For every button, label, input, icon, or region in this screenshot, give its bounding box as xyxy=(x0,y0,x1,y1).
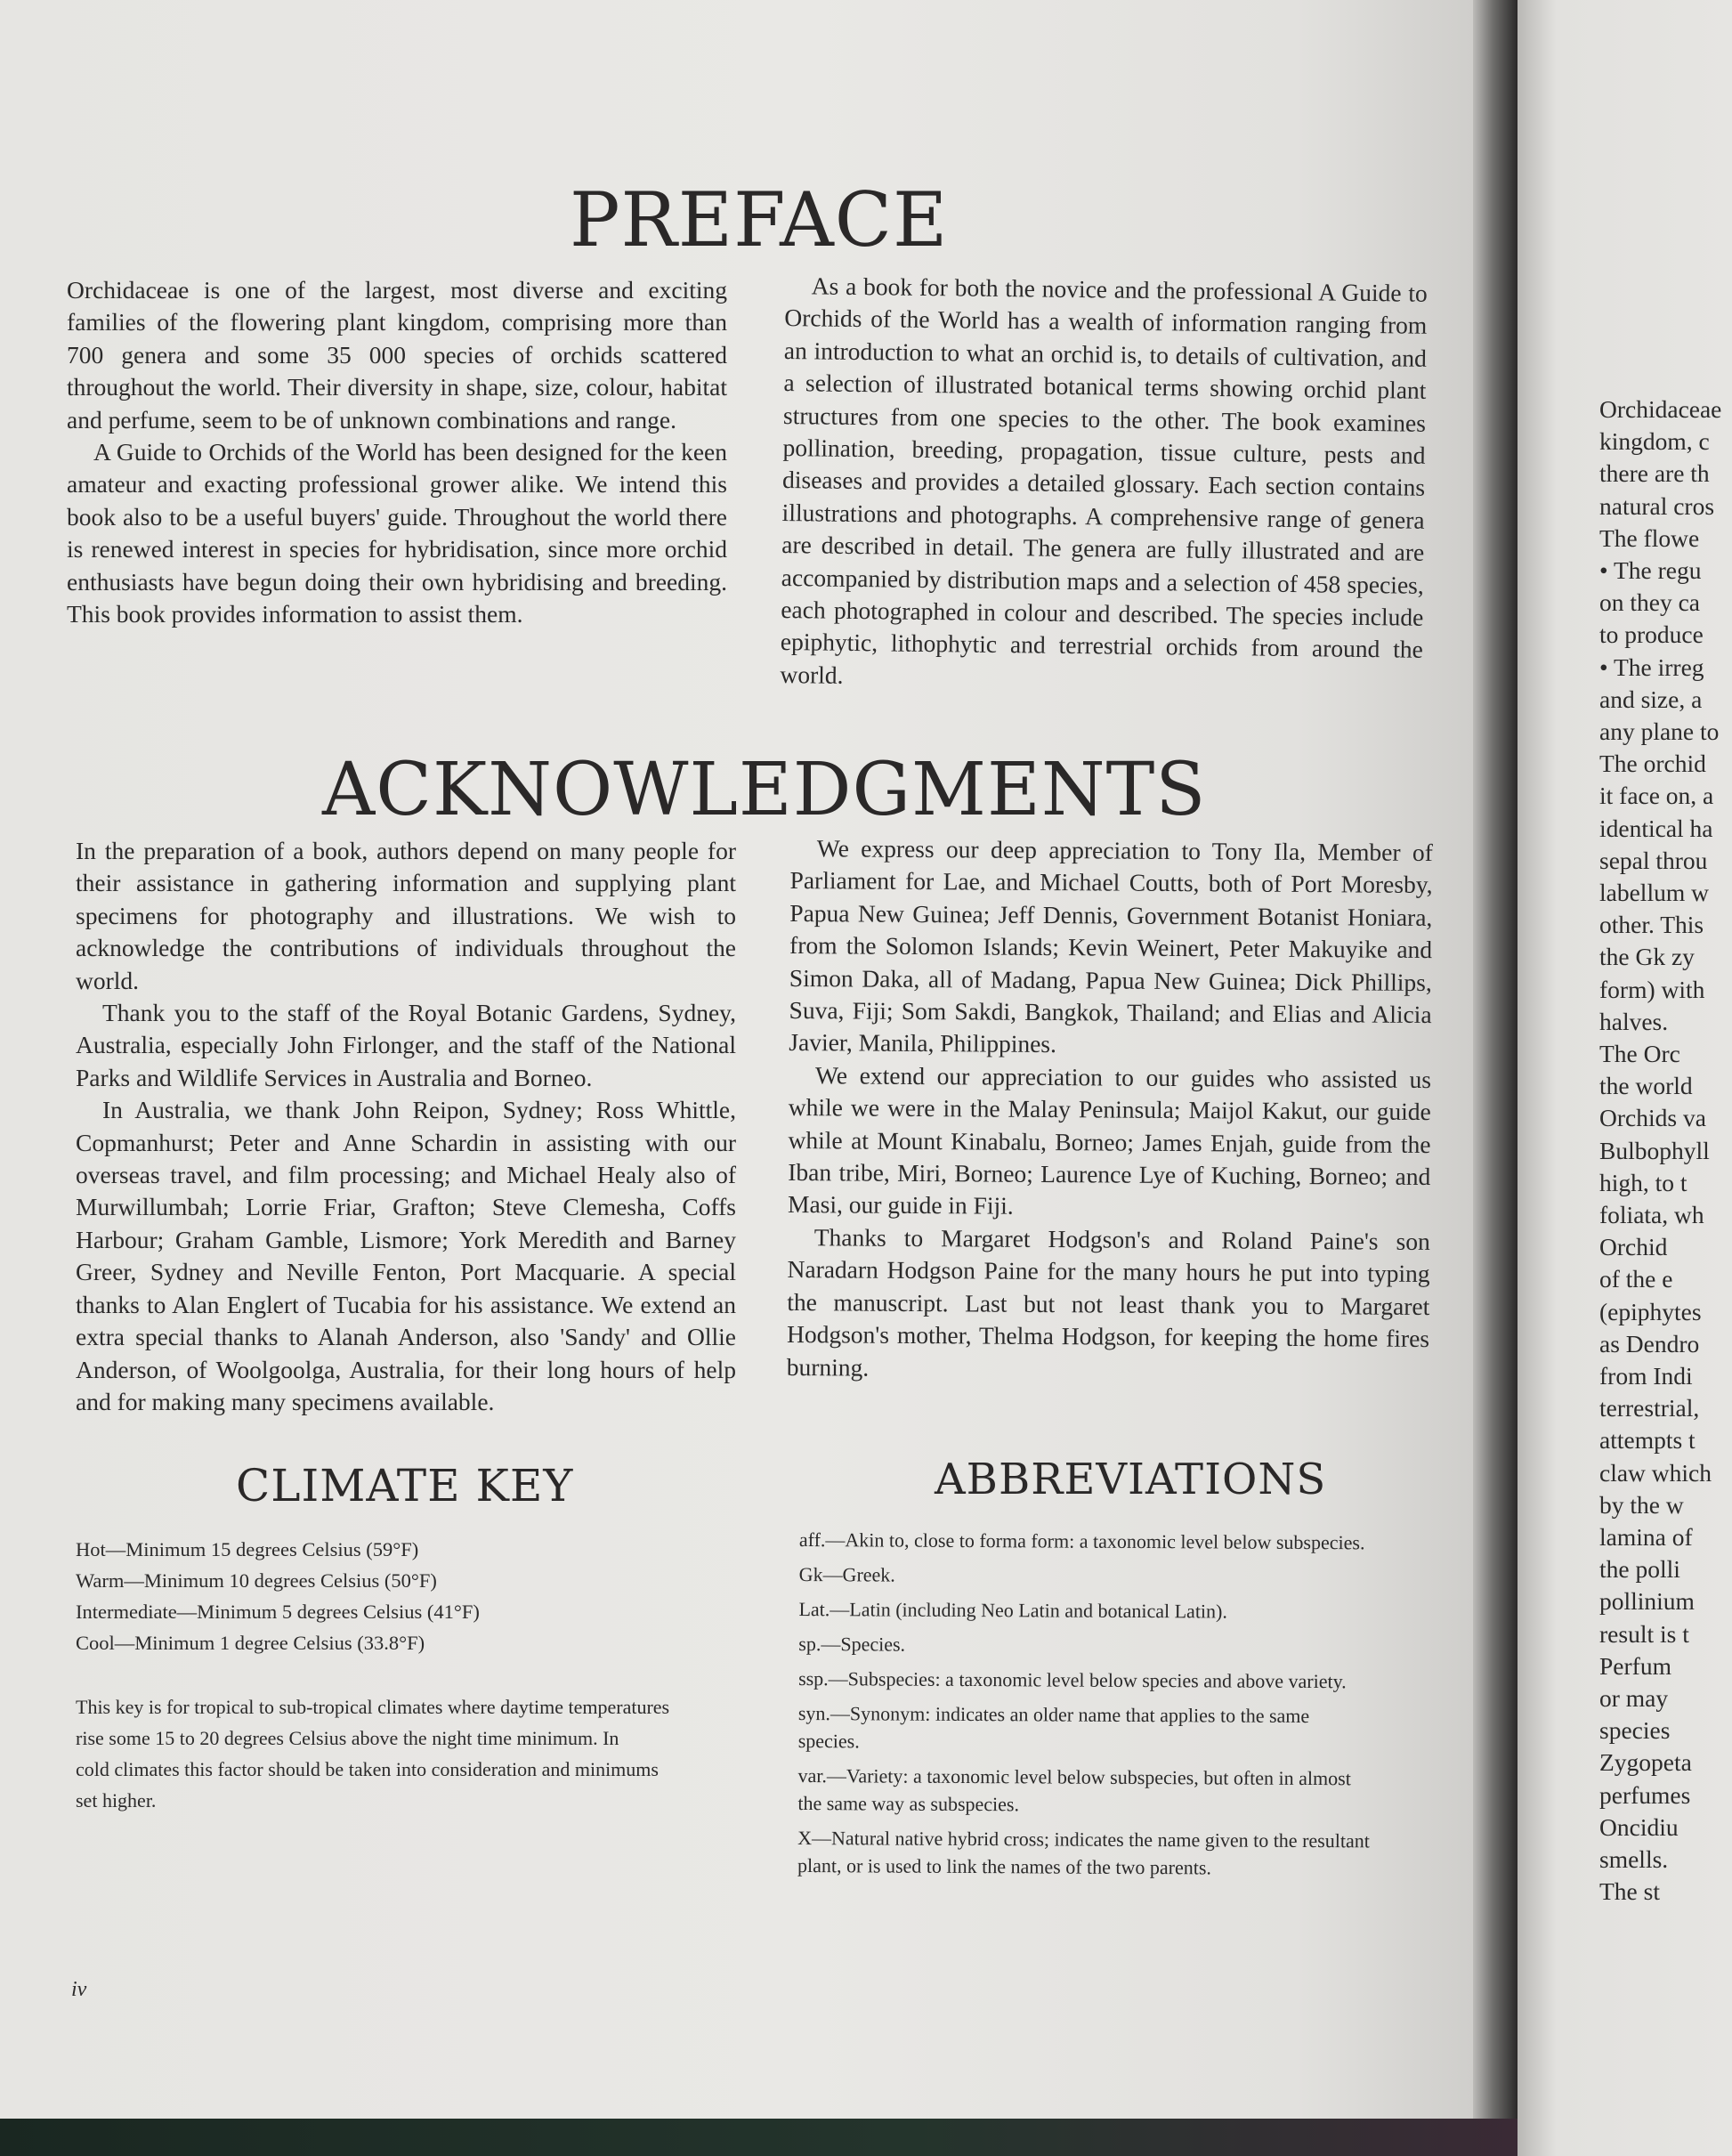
adjacent-page-line: The Orc xyxy=(1599,1040,1680,1067)
preface-paragraph: Orchidaceae is one of the largest, most diverse and exciting families of the flowering plant kingdom, comprising more than 700 genera and some 35 000 species of orchids scattered throughout the world. Their diversity in shape, size, colour, habitat and perfume, seem to be of unknown combinations and range. xyxy=(67,276,727,434)
abbreviation-line: plant, or is used to link the names of the two parents. xyxy=(797,1853,1212,1879)
adjacent-page-line: any plane to xyxy=(1599,717,1720,745)
climate-key-item: Hot—Minimum 15 degrees Celsius (59°F) xyxy=(76,1538,419,1560)
acknowledgments-right-column xyxy=(787,832,1433,1388)
adjacent-page-line: Oncidiu xyxy=(1599,1812,1679,1841)
adjacent-page-line: terrestrial, xyxy=(1599,1394,1700,1422)
adjacent-page-line: as Dendro xyxy=(1599,1329,1700,1358)
adjacent-page-line: perfumes xyxy=(1599,1780,1691,1809)
abbreviation-item: Lat.—Latin (including Neo Latin and botanical Latin). xyxy=(798,1597,1227,1623)
abbreviations-list xyxy=(797,1526,1372,1889)
adjacent-page-line: kingdom, c xyxy=(1599,427,1710,456)
adjacent-page-line: smells. xyxy=(1599,1845,1669,1873)
adjacent-page-line: attempts t xyxy=(1599,1426,1696,1455)
abbreviation-line: the same way as subspecies. xyxy=(797,1791,1020,1816)
adjacent-page-line: by the w xyxy=(1599,1490,1684,1519)
climate-key-note-line: set higher. xyxy=(76,1789,157,1812)
adjacent-page-line: form) with xyxy=(1599,975,1705,1003)
adjacent-page-line: result is t xyxy=(1599,1619,1689,1648)
adjacent-page-line: Orchid xyxy=(1599,1233,1668,1261)
book-spine-shadow xyxy=(1473,0,1518,2156)
adjacent-page-line: halves. xyxy=(1599,1007,1669,1035)
preface-left-column xyxy=(67,274,727,630)
adjacent-page-line: Orchids va xyxy=(1599,1104,1706,1132)
adjacent-page-line: (epiphytes xyxy=(1599,1297,1702,1325)
climate-key-note-line: This key is for tropical to sub-tropical climates where daytime temperatures xyxy=(76,1696,670,1718)
acknowledgments-paragraph: We express our deep appreciation to Tony Ila, Member of Parliament for Lae, and Michael Coutts, both of Port Moresby, Papua New Guinea; Jeff Dennis, Government Botanist Honiara, from the Solomon Islands; Kevin Weinert, Peter Makuyike and Simon Daka, all of Madang, Papua New Guinea; Dick Phillips, Suva, Fiji; Som Sakdi, Bangkok, Thailand; and Elias and Alicia Javier, Manila, Philippines. xyxy=(789,834,1433,1058)
abbreviation-item: aff.—Akin to, close to forma form: a taxonomic level below subspecies. xyxy=(798,1528,1365,1554)
abbreviation-item xyxy=(797,1762,1370,1820)
climate-key-note xyxy=(76,1691,669,1816)
adjacent-page-line: claw which xyxy=(1599,1458,1712,1487)
adjacent-page-line: species xyxy=(1599,1716,1671,1745)
adjacent-page-line: Orchidaceae xyxy=(1599,395,1722,423)
adjacent-page-line: labellum w xyxy=(1599,879,1709,906)
adjacent-page-line: of the e xyxy=(1599,1265,1673,1293)
adjacent-page-line: Perfum xyxy=(1599,1651,1671,1680)
adjacent-page-line: • The irreg xyxy=(1599,652,1704,681)
preface-paragraph: As a book for both the novice and the professional A Guide to Orchids of the World has a wealth of information ranging from an introduction to what an orchid is, to details of cultivation, and a selection of illustrated botanical terms showing orchid plant structures from one species to the other. The book examines pollination, breeding, propagation, tissue culture, pests and diseases and provides a detailed glossary. Each section contains illustrations and photographs. A comprehensive range of genera are described in detail. The genera are fully illustrated and are accompanied by distribution maps and a selection of 458 species, each photographed in colour and described. The species include epiphytic, lithophytic and terrestrial orchids from around the world. xyxy=(780,272,1428,689)
adjacent-page-line: the world xyxy=(1599,1072,1693,1100)
adjacent-page xyxy=(1518,0,1732,2156)
adjacent-page-line: the polli xyxy=(1599,1555,1680,1584)
book-cover-edge xyxy=(0,2119,1518,2156)
acknowledgments-left-column xyxy=(76,835,736,1418)
climate-key-note-line: rise some 15 to 20 degrees Celsius above the night time minimum. In xyxy=(76,1727,619,1749)
adjacent-page-line: pollinium xyxy=(1599,1587,1695,1616)
adjacent-page-line: the Gk zy xyxy=(1599,943,1695,971)
adjacent-page-line: on they ca xyxy=(1599,588,1701,617)
adjacent-page-line: Zygopeta xyxy=(1599,1748,1692,1777)
acknowledgments-heading: ACKNOWLEDGMENTS xyxy=(322,748,1207,832)
adjacent-page-line: The st xyxy=(1599,1877,1660,1906)
adjacent-page-line: Bulbophyll xyxy=(1599,1136,1710,1164)
abbreviation-item: sp.—Species. xyxy=(798,1632,906,1656)
abbreviation-item xyxy=(797,1824,1370,1882)
adjacent-page-line: identical ha xyxy=(1599,814,1713,842)
adjacent-page-line: other. This xyxy=(1599,911,1704,939)
preface-paragraph: A Guide to Orchids of the World has been designed for the keen amateur and exacting professional grower alike. We intend this book also to be a useful buyers' guide. Throughout the world there is renewed interest in species for hybridisation, since more orchid enthusiasts have begun doing their own hybridising and breeding. This book provides information to assist them. xyxy=(67,438,727,628)
adjacent-page-line: and size, a xyxy=(1599,685,1703,713)
abbreviation-item: ssp.—Subspecies: a taxonomic level below species and above variety. xyxy=(798,1666,1347,1693)
abbreviation-line: syn.—Synonym: indicates an older name that applies to the same xyxy=(797,1701,1310,1728)
preface-heading: PREFACE xyxy=(570,176,949,263)
adjacent-page-line: there are th xyxy=(1599,459,1710,488)
adjacent-page-line: The flowe xyxy=(1599,523,1700,552)
abbreviation-item xyxy=(798,1699,1371,1757)
climate-key-heading: CLIMATE KEY xyxy=(236,1460,574,1512)
acknowledgments-paragraph: In Australia, we thank John Reipon, Sydney; Ross Whittle, Copmanhurst; Peter and Anne Schardin in assisting with our overseas travel, and film processing; and Michael Healy also of Murwillumbah; Lorrie Friar, Grafton; Steve Clemesha, Coffs Harbour; Graham Gamble, Lismore; York Meredith and Barney Greer, Sydney and Neville Fenton, Port Macquarie. A special thanks to Alan Englert of Tucabia for his assistance. We extend an extra special thanks to Alanah Anderson, also 'Sandy' and Ollie Anderson, of Woolgoolga, Australia, for their long hours of help and for making many specimens available. xyxy=(76,1096,736,1415)
climate-key-note-line: cold climates this factor should be taken into consideration and minimums xyxy=(76,1758,659,1780)
acknowledgments-paragraph: Thanks to Margaret Hodgson's and Roland Paine's son Naradarn Hodgson Paine for the many hours he put into typing the manuscript. Last but not least thank you to Margaret Hodgson's mother, Thelma Hodgson, for keeping the home fires burning. xyxy=(786,1223,1430,1382)
adjacent-page-line: foliata, wh xyxy=(1599,1201,1704,1228)
page-number: iv xyxy=(71,1978,87,2001)
abbreviation-line: X—Natural native hybrid cross; indicates the name given to the resultant xyxy=(797,1826,1370,1852)
acknowledgments-paragraph: In the preparation of a book, authors depend on many people for their assistance in gathering information and supplying plant specimens for photography and illustrations. We wish to acknowledge the contributions of individuals throughout the world. xyxy=(76,837,736,994)
adjacent-page-line: • The regu xyxy=(1599,556,1702,584)
adjacent-page-line: The orchid xyxy=(1599,750,1706,778)
climate-key-item: Cool—Minimum 1 degree Celsius (33.8°F) xyxy=(76,1632,425,1654)
adjacent-page-line: from Indi xyxy=(1599,1362,1693,1390)
abbreviation-line: species. xyxy=(797,1729,860,1753)
adjacent-page-line: sepal throu xyxy=(1599,846,1708,874)
acknowledgments-paragraph: We extend our appreciation to our guides who assisted us while we were in the Malay Peninsula; Maijol Kakut, our guide while at Mount Kinabalu, Borneo; James Enjah, guide from the Iban tribe, Miri, Borneo; Laurence Lye of Kuching, Borneo; and Masi, our guide in Fiji. xyxy=(787,1061,1432,1220)
climate-key-item: Intermediate—Minimum 5 degrees Celsius (41°F) xyxy=(76,1601,480,1623)
abbreviations-heading: ABBREVIATIONS xyxy=(935,1455,1327,1504)
abbreviation-line: var.—Variety: a taxonomic level below subspecies, but often in almost xyxy=(797,1763,1351,1790)
adjacent-page-line: lamina of xyxy=(1599,1523,1693,1551)
adjacent-page-line: high, to t xyxy=(1599,1168,1687,1196)
adjacent-page-line: it face on, a xyxy=(1599,782,1714,810)
acknowledgments-paragraph: Thank you to the staff of the Royal Botanic Gardens, Sydney, Australia, especially John Firlonger, and the staff of the National Parks and Wildlife Services in Australia and Borneo. xyxy=(76,999,736,1091)
adjacent-page-line: or may xyxy=(1599,1684,1669,1712)
preface-right-column xyxy=(780,270,1428,699)
climate-key-list xyxy=(76,1534,480,1658)
adjacent-page-line: to produce xyxy=(1599,620,1704,649)
climate-key-item: Warm—Minimum 10 degrees Celsius (50°F) xyxy=(76,1569,437,1592)
adjacent-page-line: natural cros xyxy=(1599,491,1715,520)
abbreviation-item: Gk—Greek. xyxy=(798,1562,895,1586)
